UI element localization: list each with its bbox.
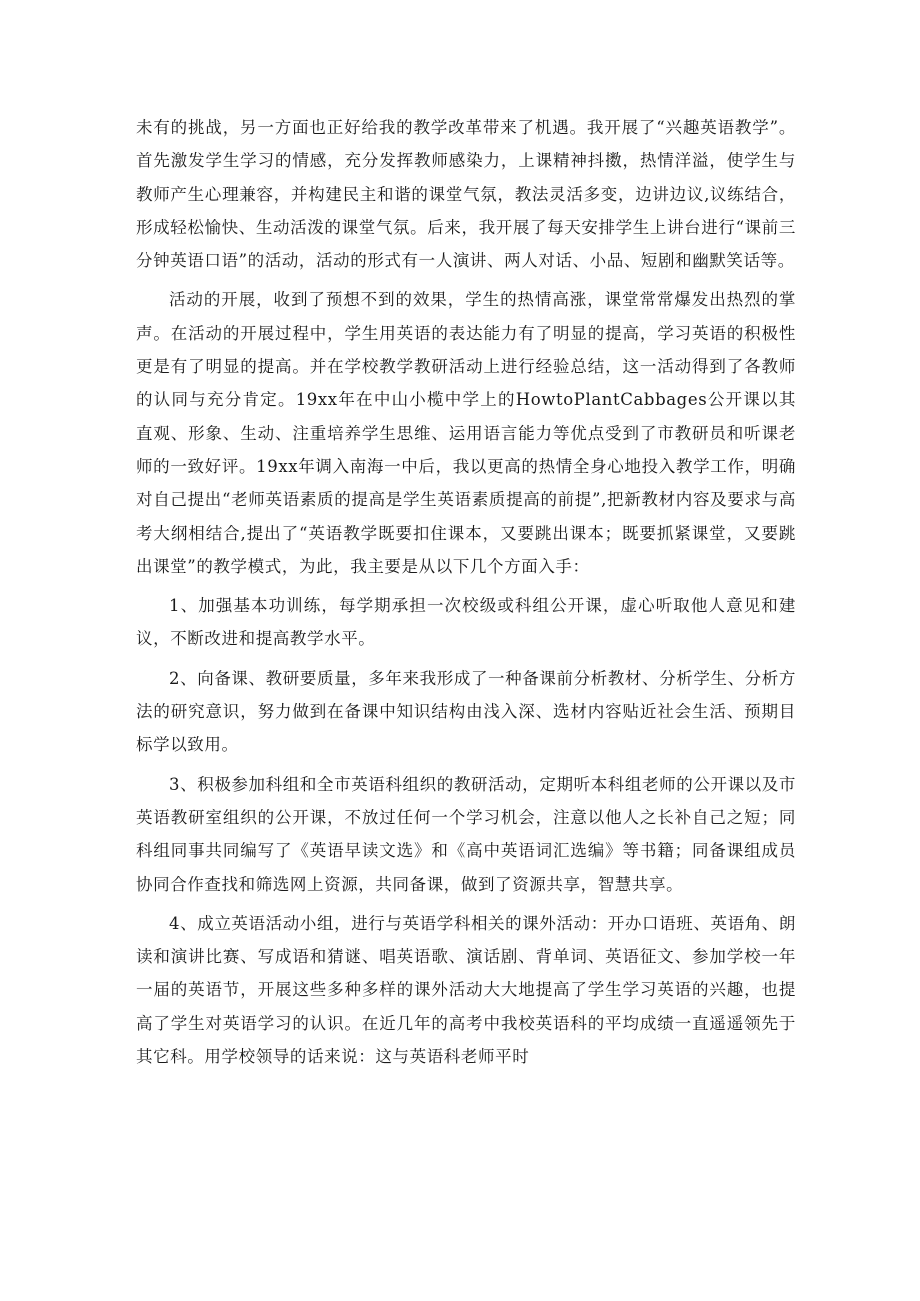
paragraph-3: 1、加强基本功训练，每学期承担一次校级或科组公开课，虚心听取他人意见和建议，不断改进和提高教学水平。 <box>136 596 796 649</box>
document-page <box>136 111 796 1079</box>
paragraph-1: 未有的挑战，另一方面也正好给我的教学改革带来了机遇。我开展了“兴趣英语教学”。首先激发学生学习的情感，充分发挥教师感染力，上课精神抖擞，热情洋溢，使学生与教师产生心理兼容，并构建民主和谐的课堂气氛，教法灵活多变，边讲边议,议练结合，形成轻松愉快、生动活泼的课堂气氛。后来，我开展了每天安排学生上讲台进行“课前三分钟英语口语”的活动，活动的形式有一人演讲、两人对话、小品、短剧和幽默笑话等。 <box>136 118 796 271</box>
paragraph-5: 3、积极参加科组和全市英语科组织的教研活动，定期听本科组老师的公开课以及市英语教研室组织的公开课，不放过任何一个学习机会，注意以他人之长补自己之短；同科组同事共同编写了《英语早读文选》和《高中英语词汇选编》等书籍；同备课组成员协同合作查找和筛选网上资源，共同备课，做到了资源共享，智慧共享。 <box>136 774 796 894</box>
paragraph-2: 活动的开展，收到了预想不到的效果，学生的热情高涨，课堂常常爆发出热烈的掌声。在活动的开展过程中，学生用英语的表达能力有了明显的提高，学习英语的积极性更是有了明显的提高。并在学校教学教研活动上进行经验总结，这一活动得到了各教师的认同与充分肯定。19xx年在中山小榄中学上的HowtoPlantCabbages公开课以其直观、形象、生动、注重培养学生思维、运用语言能力等优点受到了市教研员和听课老师的一致好评。19xx年调入南海一中后，我以更高的热情全身心地投入教学工作，明确对自己提出“老师英语素质的提高是学生英语素质提高的前提”,把新教材内容及要求与高考大纲相结合,提出了“英语教学既要扣住课本，又要跳出课本；既要抓紧课堂，又要跳出课堂”的教学模式，为此，我主要是从以下几个方面入手： <box>136 290 796 576</box>
paragraph-4: 2、向备课、教研要质量，多年来我形成了一种备课前分析教材、分析学生、分析方法的研究意识，努力做到在备课中知识结构由浅入深、选材内容贴近社会生活、预期目标学以致用。 <box>136 668 796 755</box>
paragraph-6: 4、成立英语活动小组，进行与英语学科相关的课外活动：开办口语班、英语角、朗读和演讲比赛、写成语和猜谜、唱英语歌、演话剧、背单词、英语征文、参加学校一年一届的英语节，开展这些多种多样的课外活动大大地提高了学生学习英语的兴趣，也提高了学生对英语学习的认识。在近几年的高考中我校英语科的平均成绩一直遥遥领先于其它科。用学校领导的话来说：这与英语科老师平时 <box>136 913 796 1067</box>
